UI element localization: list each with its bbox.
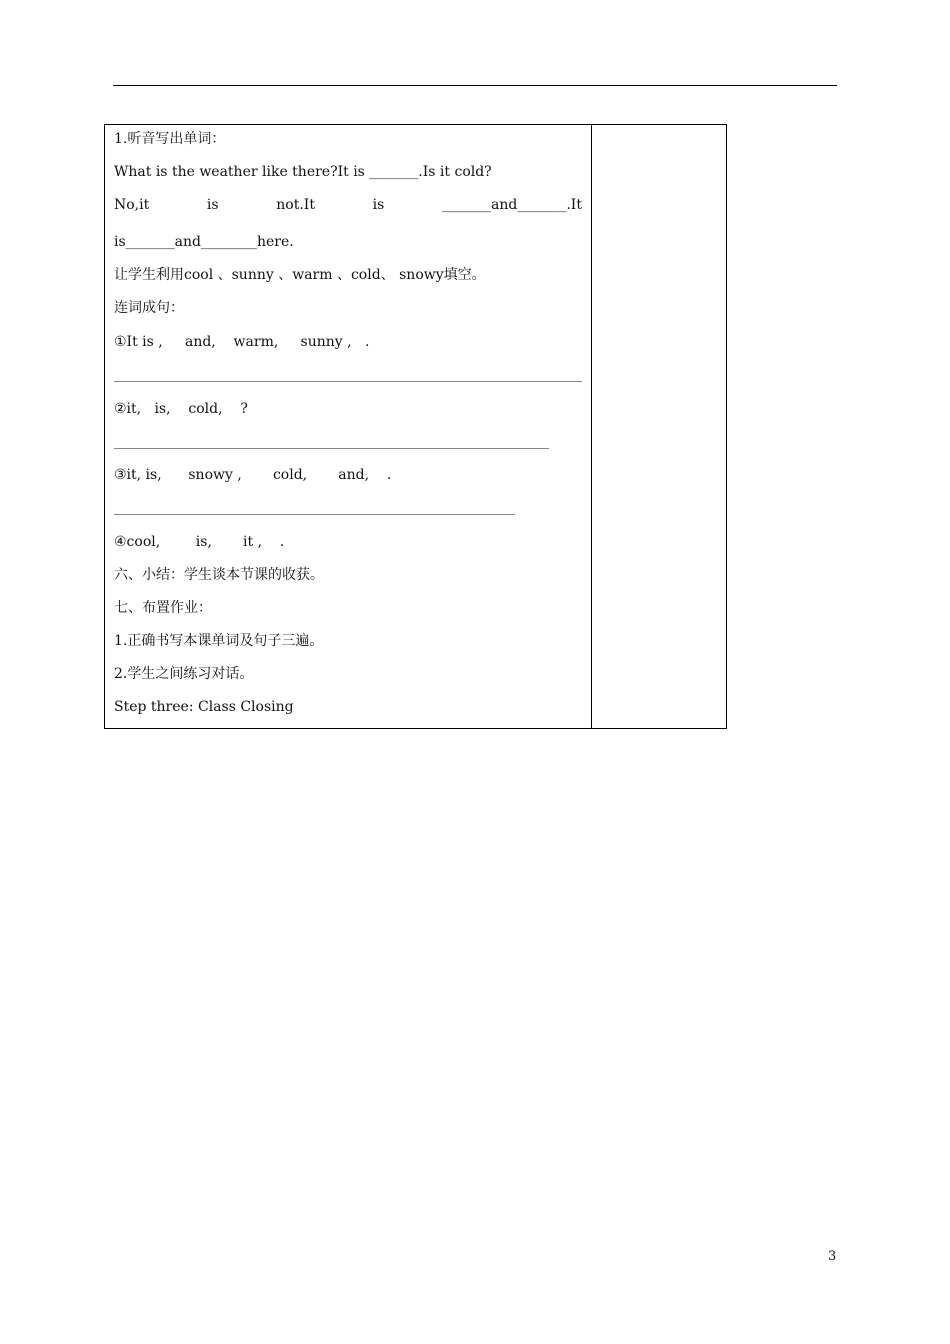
header-rule [113, 85, 837, 86]
answer-line-2 [114, 448, 549, 449]
sentence-4: ④cool, is, it , . [114, 534, 285, 550]
page-number: 3 [828, 1249, 837, 1264]
sentence-3: ③it, is, snowy , cold, and, . [114, 467, 392, 483]
dictation-line-2 [114, 196, 582, 214]
fill-instruction: 让学生利用cool 、sunny 、warm 、cold、 snowy填空。 [114, 267, 486, 283]
sentence-1: ①It is , and, warm, sunny , . [114, 334, 370, 350]
build-sentences-heading: 连词成句： [114, 300, 184, 316]
sentence-2: ②it, is, cold, ? [114, 401, 248, 417]
answer-line-1 [114, 381, 582, 382]
dictation-word: No,it [114, 197, 150, 213]
answer-line-3 [114, 514, 515, 515]
summary: 六、小结：学生谈本节课的收获。 [114, 567, 324, 583]
homework-item-1: 1.正确书写本课单词及句子三遍。 [114, 633, 324, 649]
column-divider [591, 125, 592, 728]
dictation-word: _______and_______.It [442, 197, 582, 213]
listen-heading: 1.听音写出单词： [114, 131, 226, 147]
step-three: Step three: Class Closing [114, 699, 294, 715]
dictation-word: is [206, 197, 219, 213]
homework-heading: 七、布置作业： [114, 600, 212, 616]
dictation-word: not.It [276, 197, 315, 213]
dictation-line-3: is_______and________here. [114, 234, 294, 250]
lesson-table [104, 124, 727, 729]
dictation-line-1: What is the weather like there?It is _______.Is it cold? [114, 164, 492, 180]
dictation-word: is [372, 197, 385, 213]
homework-item-2: 2.学生之间练习对话。 [114, 666, 254, 682]
